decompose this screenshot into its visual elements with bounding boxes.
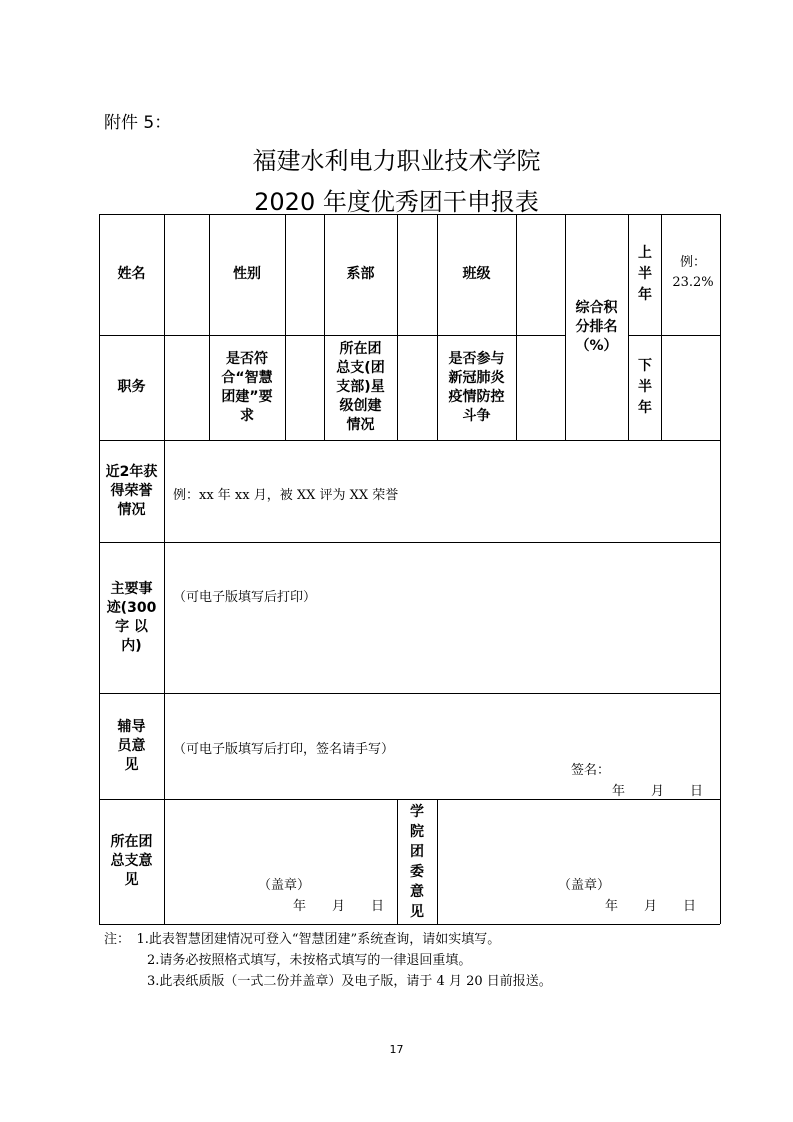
counselor-date: 年 月 日 [612, 784, 704, 799]
label-class: 班级 [462, 266, 491, 282]
label-honors: 近2年获得荣誉情况 [105, 463, 158, 518]
label-score-rank: 综合积分排名（%） [575, 299, 618, 354]
attachment-label: 附件 5： [104, 113, 172, 133]
note-2: 2.请务必按照格式填写，未按格式填写的一律退回重填。 [147, 953, 472, 968]
branch-date: 年 月 日 [293, 899, 385, 914]
label-covid: 是否参与新冠肺炎疫情防控斗争 [448, 350, 505, 424]
label-name: 姓名 [117, 266, 146, 282]
college-date: 年 月 日 [605, 899, 697, 914]
label-deeds: 主要事迹(300字 以内) [106, 580, 157, 654]
first-half-example: 例：23.2% [672, 255, 714, 290]
label-college-opinion: 学院团委意见 [410, 803, 424, 920]
honors-example: 例：xx 年 xx 月，被 XX 评为 XX 荣誉 [173, 488, 399, 503]
label-gender: 性别 [233, 266, 261, 282]
label-position: 职务 [117, 379, 146, 395]
label-counselor: 辅导员意 见 [117, 718, 146, 773]
page-number: 17 [389, 1043, 404, 1056]
page-title-form: 2020 年度优秀团干申报表 [254, 188, 539, 216]
college-seal: （盖章） [558, 878, 611, 893]
page-title-institution: 福建水利电力职业技术学院 [252, 147, 541, 175]
counselor-signature: 签名： [571, 763, 611, 778]
label-smart-league: 是否符合“智慧团建”要求 [221, 350, 273, 424]
label-second-half: 下半年 [638, 358, 652, 416]
label-branch-star: 所在团总支(团支部)星级创建情况 [336, 341, 385, 433]
counselor-hint: （可电子版填写后打印，签名请手写） [173, 742, 395, 757]
note-3: 3.此表纸质版（一式二份并盖章）及电子版，请于 4 月 20 日前报送。 [147, 974, 552, 989]
deeds-hint: （可电子版填写后打印） [173, 590, 317, 605]
label-first-half: 上半年 [638, 245, 652, 303]
branch-seal: （盖章） [258, 878, 311, 893]
note-1: 注： 1.此表智慧团建情况可登入“智慧团建”系统查询，请如实填写。 [104, 932, 501, 947]
label-department: 系部 [346, 266, 375, 282]
label-branch-opinion: 所在团总支意见 [110, 834, 153, 888]
